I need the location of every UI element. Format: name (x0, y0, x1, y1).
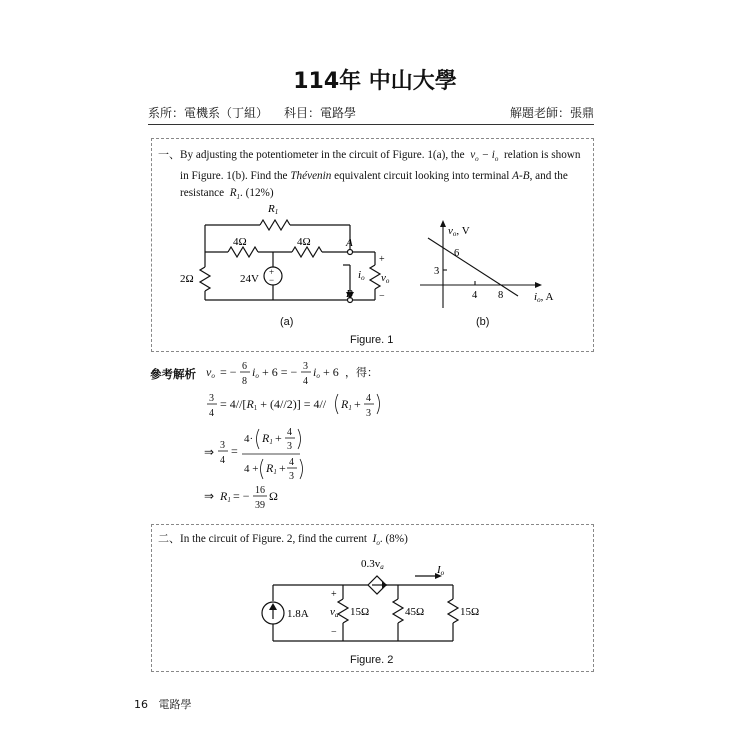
tick-4: 4 (472, 290, 478, 301)
vo-minus: − (379, 291, 385, 302)
page-footer (134, 696, 192, 712)
terminal-a: A (346, 237, 353, 249)
figure-1b-graph (410, 218, 570, 313)
svg-text:+ 6 = −: + 6 = − (262, 365, 298, 379)
svg-text:3: 3 (289, 471, 294, 482)
svg-text:R1: R1 (341, 397, 352, 412)
va-minus: − (331, 627, 337, 638)
page-title: 114年 中山大學 (293, 69, 457, 94)
q1-line1-tail: relation is shown (504, 149, 581, 161)
header-bar (148, 104, 594, 125)
svg-text:6: 6 (242, 361, 247, 372)
svg-text:4·: 4· (244, 433, 254, 445)
svg-text:R1: R1 (262, 431, 273, 446)
q1-vo-io: $v_o - i_o$ (470, 149, 499, 164)
label-4ohm-a: 4Ω (233, 236, 247, 248)
question-2-text (158, 530, 588, 552)
q1-thevenin: Thévenin (290, 170, 332, 183)
svg-text:4: 4 (289, 457, 294, 468)
q1-line1: By adjusting the potentiometer in the circuit of Figure. 1(a), the (180, 149, 465, 161)
q1-term: A-B (512, 170, 530, 183)
q2-number: 二、 (158, 532, 180, 545)
svg-text:4 +: 4 + (244, 463, 259, 475)
tick-6: 6 (454, 248, 460, 259)
label-vo: vo (381, 272, 390, 285)
q1-number: 一、 (158, 148, 180, 161)
figure-2-caption: Figure. 2 (350, 654, 394, 666)
svg-text:4: 4 (366, 393, 371, 404)
label-45ohm: 45Ω (405, 606, 425, 618)
dep-source-label: 0.3va (361, 558, 384, 571)
label-va: va (330, 606, 339, 619)
svg-text:3: 3 (366, 408, 371, 419)
figure-1a-circuit (150, 195, 400, 315)
graph-xaxis: io, A (534, 291, 554, 304)
label-15ohm-b: 15Ω (460, 606, 480, 618)
page-number: 16 (134, 698, 148, 711)
svg-text:3: 3 (303, 361, 308, 372)
solution-equations (200, 356, 420, 516)
va-plus: + (331, 589, 337, 600)
svg-text:4: 4 (209, 408, 214, 419)
svg-text:16: 16 (255, 485, 265, 496)
svg-text:io: io (252, 365, 259, 380)
q1-line3-post: . (12%) (240, 187, 274, 200)
svg-text:Ω: Ω (269, 489, 278, 503)
q2-text: In the circuit of Figure. 2, find the current (180, 533, 368, 545)
label-Io: Io (437, 564, 445, 577)
svg-text:4: 4 (220, 455, 225, 466)
label-4ohm-b: 4Ω (297, 236, 311, 248)
svg-text:R1: R1 (266, 461, 277, 476)
q1-line2-pre: in Figure. 1(b). Find the (180, 170, 288, 183)
label-r1: R1 (268, 203, 279, 216)
fig1b-label: (b) (476, 316, 490, 328)
svg-text:3: 3 (209, 393, 214, 404)
q1-line3-pre: resistance (180, 187, 225, 200)
q2-io: $I_o$ (372, 533, 380, 548)
terminal-b: B (346, 288, 353, 300)
svg-text:+: + (275, 431, 282, 445)
graph-yaxis: vo, V (448, 225, 470, 238)
svg-text:R1: R1 (220, 489, 231, 504)
svg-text:+: + (279, 461, 286, 475)
footer-subject: 電路學 (158, 698, 192, 711)
header-teacher: 解題老師：張鼎 (509, 106, 594, 120)
fig1a-label: (a) (280, 316, 294, 328)
vo-plus: + (379, 254, 385, 265)
figure-1-caption: Figure. 1 (350, 334, 394, 346)
q1-line2-end: , and the (529, 170, 568, 183)
header-dept: 系所：電機系（丁組） (148, 106, 269, 120)
svg-text:39: 39 (255, 500, 265, 511)
label-24v: 24V (240, 273, 259, 285)
svg-text:4: 4 (287, 427, 292, 438)
tick-3: 3 (434, 266, 440, 277)
figure-2-circuit (255, 553, 485, 648)
q1-line2-post: equivalent circuit looking into terminal (334, 170, 510, 183)
svg-text:io: io (313, 365, 320, 380)
src-minus: − (269, 275, 275, 285)
q2-tail: . (8%) (379, 533, 408, 545)
svg-text:= 4//[R1 + (4//2)] = 4//: = 4//[R1 + (4//2)] = 4// (220, 397, 327, 412)
implies-2: ⇒ (204, 489, 215, 503)
svg-text:8: 8 (242, 376, 247, 387)
label-2ohm: 2Ω (180, 273, 194, 285)
svg-text:= −: = − (233, 489, 250, 503)
svg-text:3: 3 (220, 440, 225, 451)
svg-text:= −: = − (220, 365, 237, 379)
label-1_8A: 1.8A (287, 608, 309, 620)
svg-text:+ 6: + 6 (323, 365, 339, 379)
svg-text:+: + (354, 397, 361, 411)
tick-8: 8 (498, 290, 504, 301)
svg-text:vo: vo (206, 365, 215, 380)
svg-text:3: 3 (287, 441, 292, 452)
src-plus: + (269, 267, 275, 277)
label-15ohm-a: 15Ω (350, 606, 370, 618)
svg-text:=: = (231, 444, 238, 458)
eq1-tail: ，得： (345, 367, 378, 379)
header-subject: 科目：電路學 (284, 106, 357, 120)
solution-label: 參考解析 (150, 367, 196, 381)
svg-text:4: 4 (303, 376, 308, 387)
q1-r1: $R_1$ (229, 187, 241, 202)
implies-1: ⇒ (204, 445, 215, 459)
label-io: io (358, 269, 365, 282)
